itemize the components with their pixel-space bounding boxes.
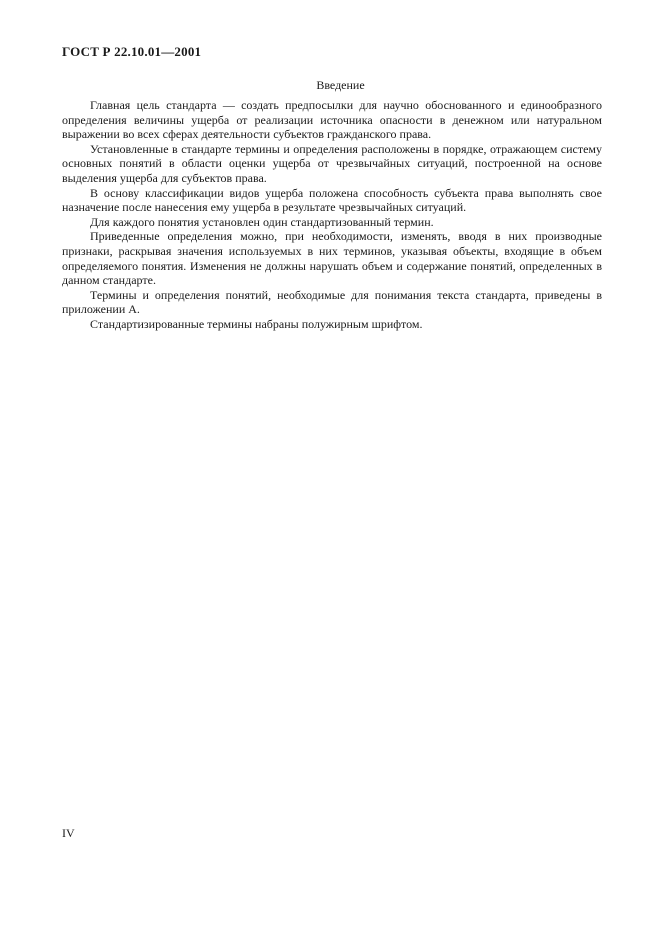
paragraph: Для каждого понятия установлен один стандартизованный термин. [90, 214, 434, 229]
paragraph: Стандартизированные термины набраны полужирным шрифтом. [90, 316, 423, 331]
page-number: IV [62, 826, 75, 840]
paragraph: Главная цель стандарта — создать предпосылки для научно обоснованного и единообразного определения величины ущерба от реализации источника опасности в денежном или натуральном выражении во всех сферах деятельности субъектов гражданского права. [62, 98, 602, 142]
paragraph: Приведенные определения можно, при необходимости, изменять, вводя в них производные признаки, раскрывая значения используемых в них терминов, указывая объекты, входящие в объем определяемого понятия. Изменения не должны нарушать объем и содержание понятий, определенных в данном стандарте. [62, 229, 602, 288]
standard-designation: ГОСТ Р 22.10.01—2001 [62, 44, 202, 59]
paragraph: Термины и определения понятий, необходимые для понимания текста стандарта, приведены в приложении А. [62, 287, 602, 317]
section-title: Введение [316, 78, 365, 92]
introduction-body [62, 98, 602, 332]
paragraph: Установленные в стандарте термины и определения расположены в порядке, отражающем систему основных понятий в области оценки ущерба от чрезвычайных ситуаций, построенной на основе выделения ущерба для субъектов права. [62, 141, 602, 185]
paragraph: В основу классификации видов ущерба положена способность субъекта права выполнять свое назначение после нанесения ему ущерба в результате чрезвычайных ситуаций. [62, 185, 602, 215]
